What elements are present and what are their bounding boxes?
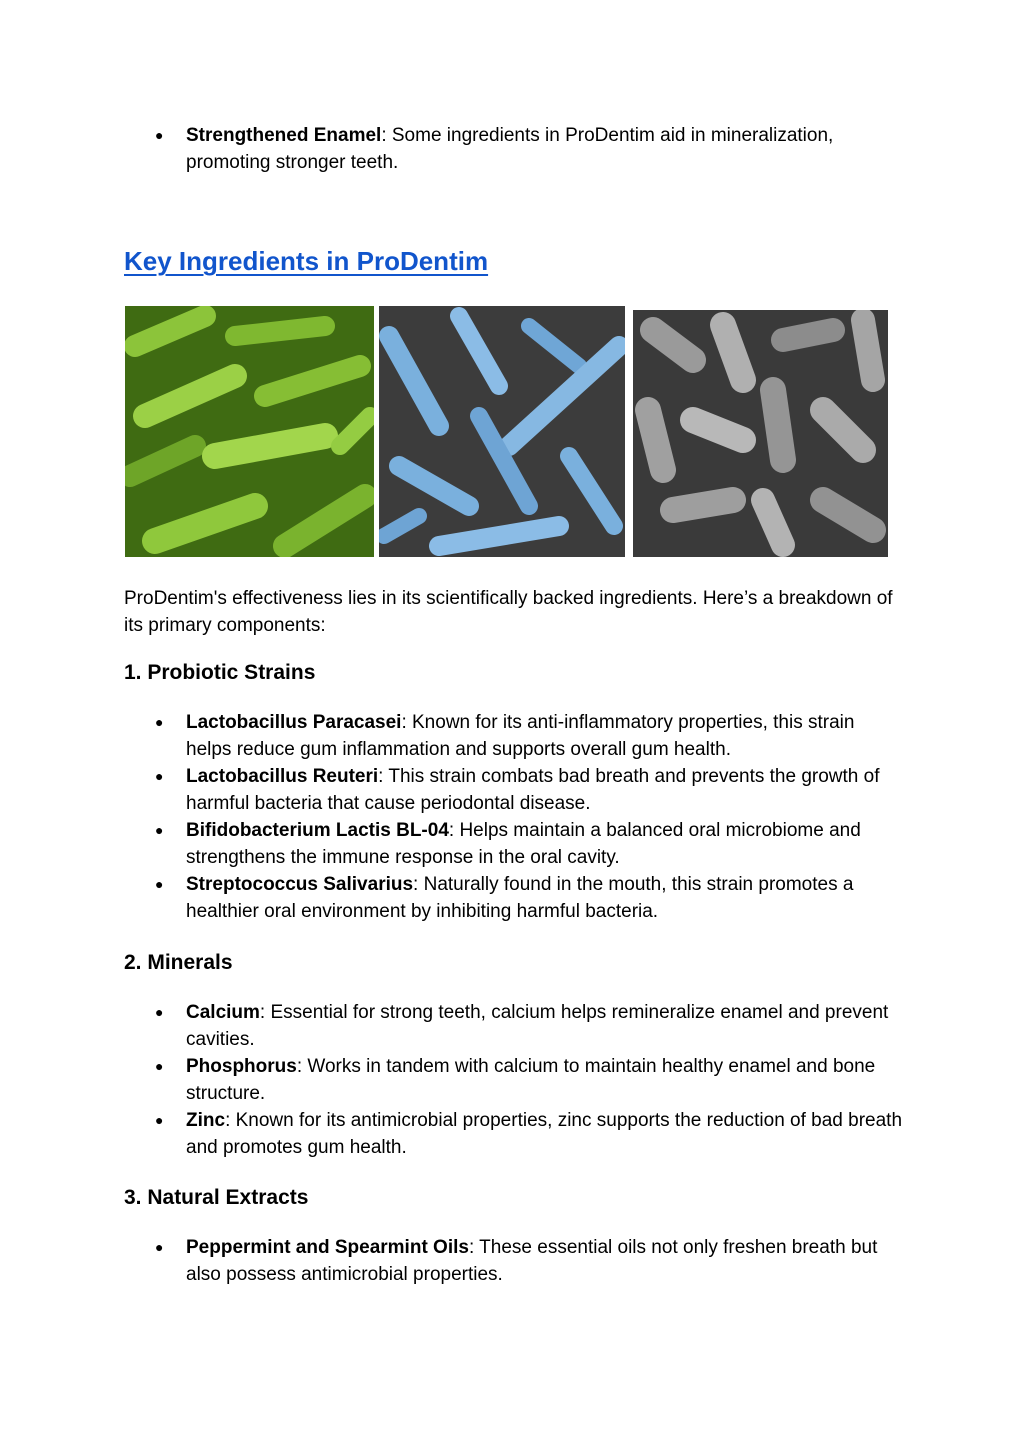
green-bacteria-image	[125, 306, 374, 557]
top-bullet-list	[124, 122, 904, 176]
bullet-icon: ●	[155, 1112, 164, 1128]
item-term: Bifidobacterium Lactis BL-04	[186, 820, 449, 841]
item-desc: : Naturally found in the mouth, this strain promotes a healthier oral environment by inhibiting harmful bacteria.	[186, 874, 854, 922]
list-item	[124, 871, 904, 925]
key-ingredients-heading-link[interactable]: Key Ingredients in ProDentim	[124, 246, 489, 276]
list-item	[124, 999, 904, 1053]
bullet-icon: ●	[155, 1058, 164, 1074]
item-term: Calcium	[186, 1002, 260, 1023]
blue-bacteria-image	[379, 306, 625, 557]
item-desc: : Known for its anti-inflammatory properties, this strain helps reduce gum inflammation and supports overall gum health.	[186, 712, 855, 760]
item-term: Zinc	[186, 1110, 226, 1131]
list-item	[124, 1107, 904, 1161]
bullet-icon: ●	[155, 822, 164, 838]
list-item	[124, 817, 904, 871]
item-term: Peppermint and Spearmint Oils	[186, 1237, 469, 1258]
minerals-list	[124, 999, 904, 1161]
list-item	[124, 763, 904, 817]
natural-extracts-list	[124, 1234, 904, 1288]
bullet-icon: ●	[155, 714, 164, 730]
list-item	[124, 709, 904, 763]
section-heading-probiotics: 1. Probiotic Strains	[124, 661, 316, 684]
gray-bacteria-image	[633, 310, 888, 557]
item-term: Lactobacillus Paracasei	[186, 712, 402, 733]
item-term: Phosphorus	[186, 1056, 297, 1077]
probiotics-list	[124, 709, 904, 925]
item-term: Streptococcus Salivarius	[186, 874, 414, 895]
bullet-icon: ●	[155, 768, 164, 784]
intro-paragraph: ProDentim's effectiveness lies in its scientifically backed ingredients. Here’s a breakdown of its primary components:	[124, 588, 893, 636]
bullet-icon: ●	[155, 1239, 164, 1255]
item-desc: : These essential oils not only freshen breath but also possess antimicrobial properties.	[186, 1237, 878, 1285]
section-heading-minerals: 2. Minerals	[124, 951, 233, 974]
item-term: Lactobacillus Reuteri	[186, 766, 379, 787]
list-item	[124, 1234, 904, 1288]
item-desc: : Works in tandem with calcium to maintain healthy enamel and bone structure.	[186, 1056, 876, 1104]
bullet-icon: ●	[155, 876, 164, 892]
item-desc: : Some ingredients in ProDentim aid in mineralization, promoting stronger teeth.	[186, 125, 834, 173]
section-heading-natural-extracts: 3. Natural Extracts	[124, 1186, 309, 1209]
bullet-icon: ●	[155, 1004, 164, 1020]
item-term: Strengthened Enamel	[186, 125, 382, 146]
item-desc: : Known for its antimicrobial properties, zinc supports the reduction of bad breath and promotes gum health.	[186, 1110, 903, 1158]
item-desc: : This strain combats bad breath and prevents the growth of harmful bacteria that cause periodontal disease.	[186, 766, 880, 814]
item-desc: : Helps maintain a balanced oral microbiome and strengthens the immune response in the oral cavity.	[186, 820, 861, 868]
bacteria-image-strip	[125, 306, 888, 558]
list-item	[124, 1053, 904, 1107]
list-item	[124, 122, 904, 176]
item-desc: : Essential for strong teeth, calcium helps remineralize enamel and prevent cavities.	[186, 1002, 889, 1050]
bullet-icon: ●	[155, 127, 164, 143]
